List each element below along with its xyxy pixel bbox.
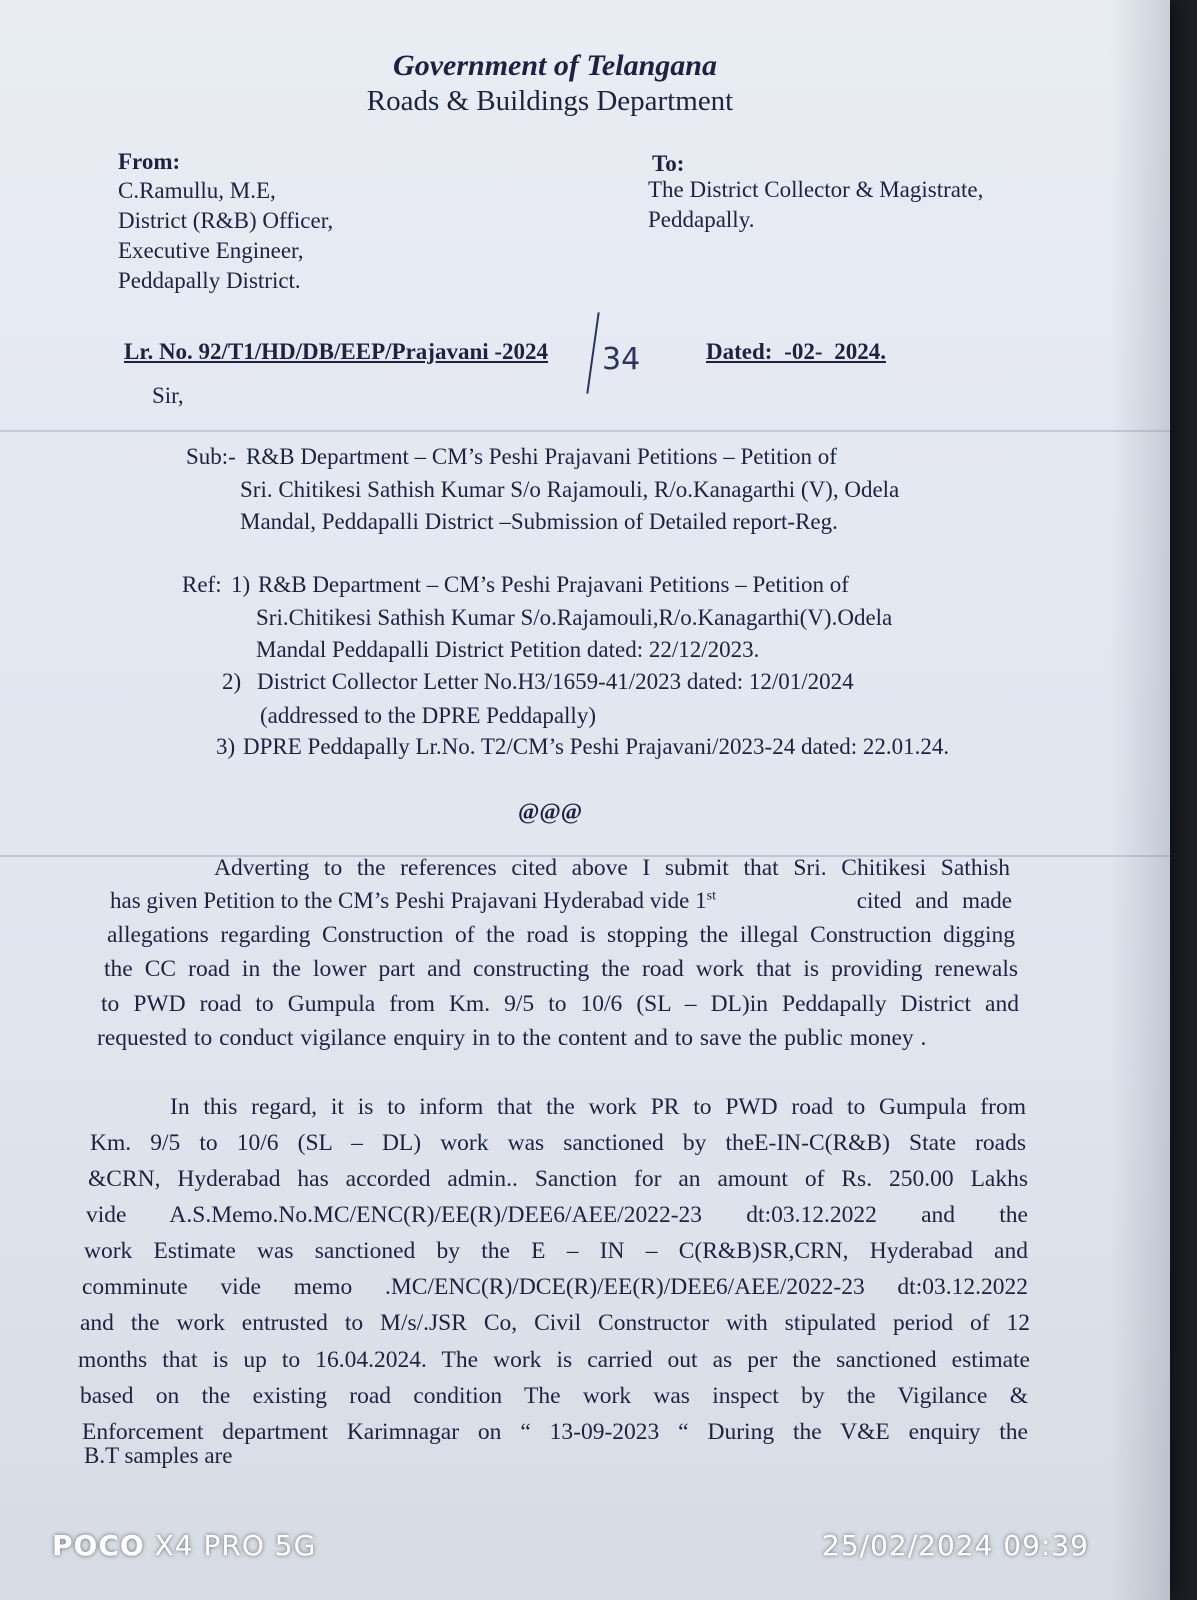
paragraph-line: Km. 9/5 to 10/6 (SL – DL) work was sanctioned by theE-IN-C(R&B) State roads [90, 1130, 1026, 1156]
reference-line: (addressed to the DPRE Peddapally) [260, 703, 596, 728]
paragraph-line: requested to conduct vigilance enquiry in to the content and to save the public money . [97, 1025, 927, 1051]
letter-number: Lr. No. 92/T1/HD/DB/EEP/Prajavani -2024 [124, 339, 549, 364]
paragraph-line: In this regard, it is to inform that the work PR to PWD road to Gumpula from [170, 1094, 1026, 1120]
reference-line: Sri.Chitikesi Sathish Kumar S/o.Rajamouli,R/o.Kanagarthi(V).Odela [256, 605, 893, 630]
paragraph-line: and the work entrusted to M/s/.JSR Co, Civil Constructor with stipulated period of 12 [80, 1310, 1030, 1336]
camera-model: X4 PRO 5G [154, 1529, 317, 1562]
separator-symbols: @@@ [518, 799, 583, 824]
paragraph-text: cited and made [856, 888, 1012, 913]
paragraph-line: allegations regarding Construction of the road is stopping the illegal Construction digging [107, 922, 1015, 948]
subject-line: Sri. Chitikesi Sathish Kumar S/o Rajamouli, R/o.Kanagarthi (V), Odela [240, 477, 900, 502]
paragraph-line: Adverting to the references cited above I submit that Sri. Chitikesi Sathish [214, 855, 1010, 881]
subject-line: Mandal, Peddapalli District –Submission of Detailed report-Reg. [240, 509, 838, 534]
subject-label: Sub:- [186, 444, 236, 469]
camera-brand: POCO [52, 1529, 145, 1562]
camera-watermark [52, 1529, 316, 1562]
handwritten-slash [586, 312, 599, 393]
paragraph-line: &CRN, Hyderabad has accorded admin.. Sanction for an amount of Rs. 250.00 Lakhs [88, 1166, 1028, 1192]
paragraph-line: comminute vide memo .MC/ENC(R)/DCE(R)/EE(R)/DEE6/AEE/2022-23 dt:03.12.2022 [82, 1274, 1028, 1300]
paragraph-line: based on the existing road condition The work was inspect by the Vigilance & [80, 1383, 1028, 1409]
reference-line: Mandal Peddapalli District Petition dated: 22/12/2023. [256, 637, 760, 662]
from-label: From: [118, 149, 181, 174]
department-heading: Roads & Buildings Department [366, 85, 734, 117]
references-label: Ref: [182, 572, 222, 597]
from-line: C.Ramullu, M.E, [118, 178, 276, 203]
from-line: Executive Engineer, [118, 238, 304, 263]
reference-number: 3) [216, 734, 236, 759]
paragraph-line: months that is up to 16.04.2024. The work is carried out as per the sanctioned estimate [78, 1347, 1030, 1373]
paragraph-line: Enforcement department Karimnagar on “ 13-09-2023 “ During the V&E enquiry the [82, 1419, 1028, 1445]
ordinal-suffix: st [706, 888, 716, 904]
handwritten-number: 34 [602, 342, 641, 377]
photo-timestamp: 25/02/2024 09:39 [822, 1529, 1089, 1562]
paragraph-line: the CC road in the lower part and constructing the road work that is providing renewals [104, 956, 1018, 982]
to-line: The District Collector & Magistrate, [648, 177, 984, 202]
paragraph-text: has given Petition to the CM’s Peshi Prajavani Hyderabad vide 1 [110, 888, 707, 913]
from-line: District (R&B) Officer, [118, 208, 334, 233]
paragraph-line [110, 887, 1012, 915]
reference-line: R&B Department – CM’s Peshi Prajavani Petitions – Petition of [258, 572, 849, 597]
reference-line: DPRE Peddapally Lr.No. T2/CM’s Peshi Prajavani/2023-24 dated: 22.01.24. [243, 734, 950, 759]
paragraph-line: vide A.S.Memo.No.MC/ENC(R)/EE(R)/DEE6/AEE/2022-23 dt:03.12.2022 and the [86, 1202, 1028, 1228]
paper-fold-line [0, 430, 1170, 432]
from-line: Peddapally District. [118, 268, 301, 293]
reference-line: District Collector Letter No.H3/1659-41/2023 dated: 12/01/2024 [257, 669, 854, 694]
paragraph-line: work Estimate was sanctioned by the E – IN – C(R&B)SR,CRN, Hyderabad and [84, 1238, 1028, 1264]
reference-number: 2) [222, 669, 242, 694]
to-line: Peddapally. [648, 207, 755, 232]
subject-line: R&B Department – CM’s Peshi Prajavani Petitions – Petition of [246, 444, 837, 469]
paragraph-line: to PWD road to Gumpula from Km. 9/5 to 10/6 (SL – DL)in Peddapally District and [101, 991, 1019, 1017]
government-heading: Government of Telangana [393, 49, 717, 82]
page-shadow [1110, 0, 1170, 1600]
salutation: Sir, [152, 383, 184, 408]
paragraph-line: B.T samples are [84, 1443, 233, 1468]
to-label: To: [652, 151, 685, 176]
letter-date: Dated: -02- 2024. [706, 339, 886, 364]
reference-number: 1) [231, 572, 251, 597]
